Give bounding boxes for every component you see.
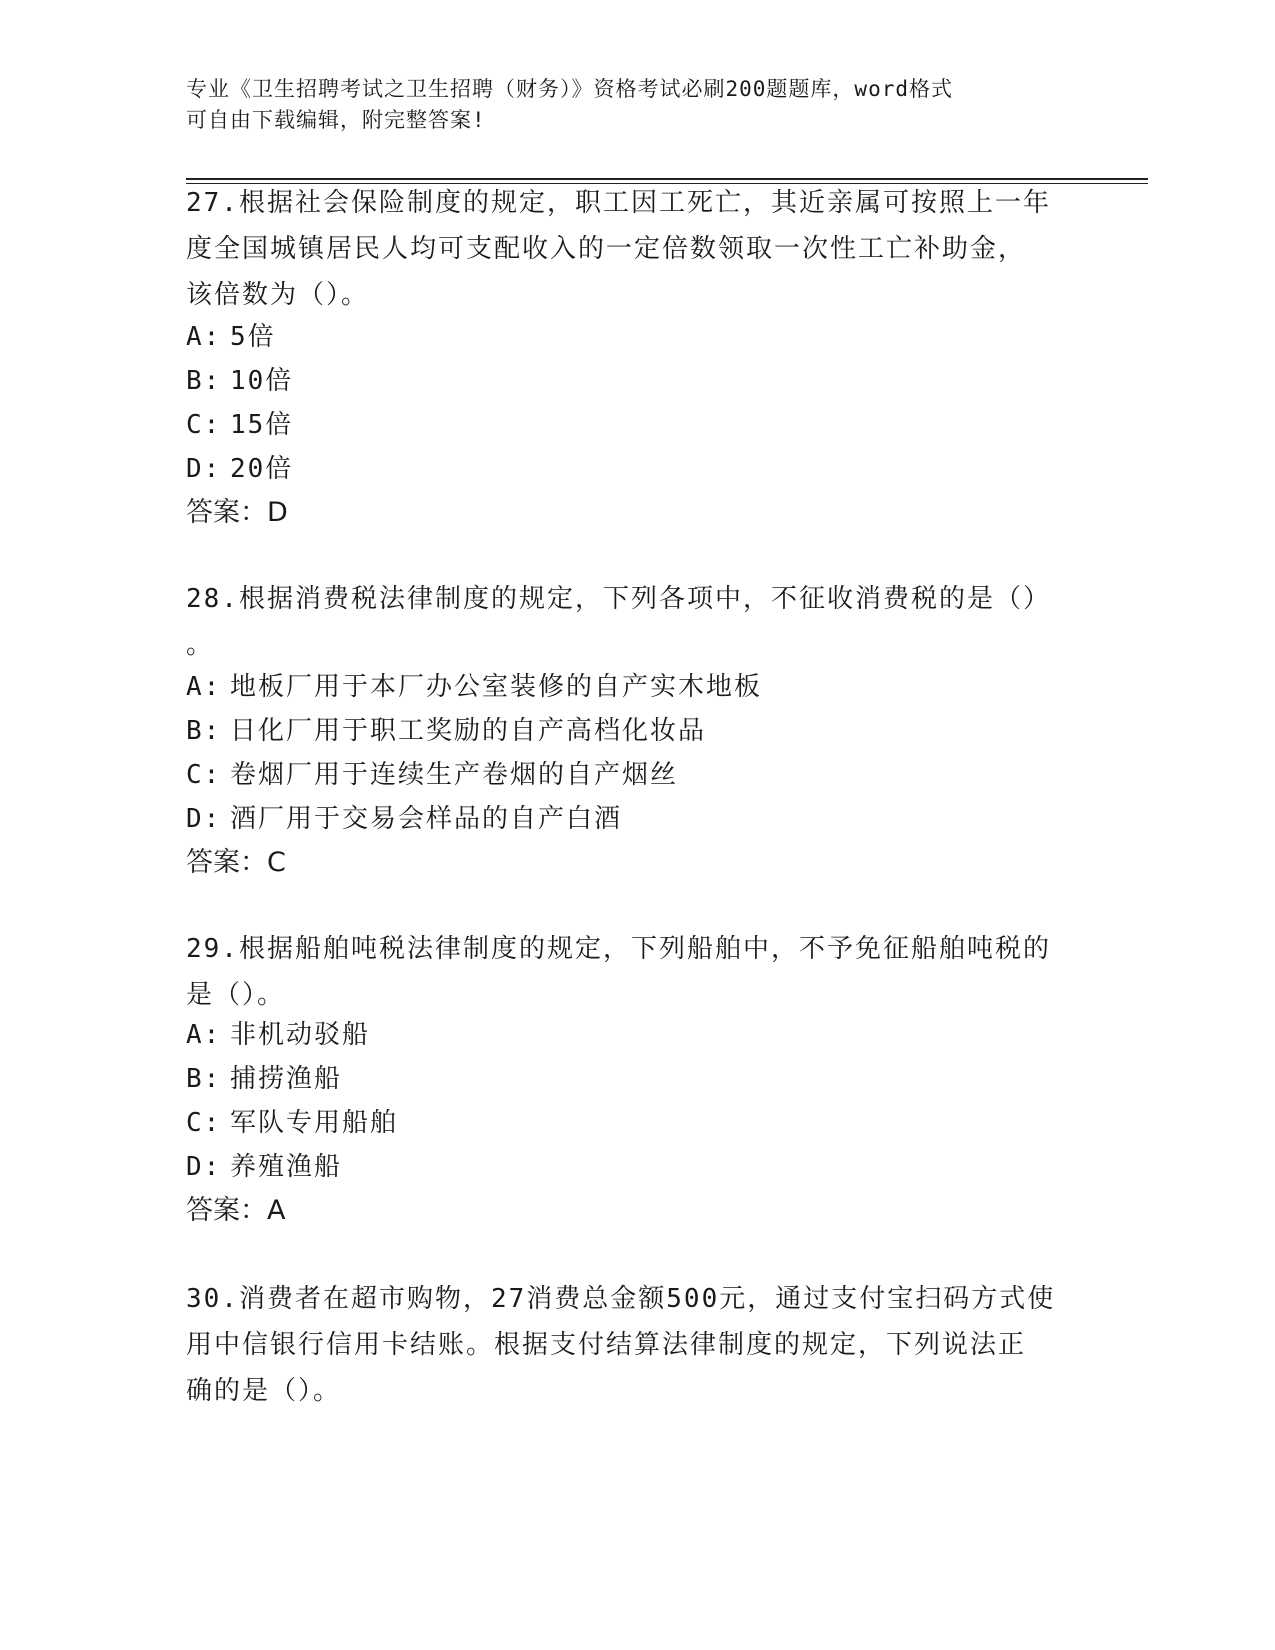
option-text: 非机动驳船: [230, 1020, 371, 1050]
option-text: 20倍: [230, 454, 294, 484]
option-text: 日化厂用于职工奖励的自产高档化妆品: [230, 716, 707, 746]
option-letter: A:: [186, 1020, 222, 1050]
question-line: 30.消费者在超市购物，27消费总金额500元，通过支付宝扫码方式使: [186, 1284, 1056, 1314]
question-line: 。: [186, 630, 215, 660]
option-text: 5倍: [230, 322, 276, 352]
option-text: 地板厂用于本厂办公室装修的自产实木地板: [230, 672, 763, 702]
option-text: 养殖渔船: [230, 1152, 343, 1182]
option-letter: D:: [186, 804, 222, 834]
option-letter: B:: [186, 366, 222, 396]
option-letter: A:: [186, 322, 222, 352]
option-text: 军队专用船舶: [230, 1108, 399, 1138]
option-letter: C:: [186, 760, 222, 790]
question-28-option-d: [186, 796, 622, 842]
question-29-text: [186, 926, 1086, 1018]
question-28-option-c: [186, 752, 678, 798]
question-line: 该倍数为（）。: [186, 280, 370, 310]
question-27-option-c: [186, 402, 293, 448]
question-29-answer: 答案：A: [186, 1195, 286, 1226]
option-letter: A:: [186, 672, 222, 702]
question-29-option-c: [186, 1100, 398, 1146]
option-letter: C:: [186, 1108, 222, 1138]
option-text: 酒厂用于交易会样品的自产白酒: [230, 804, 623, 834]
question-line: 度全国城镇居民人均可支配收入的一定倍数领取一次性工亡补助金，: [186, 234, 1027, 264]
option-text: 卷烟厂用于连续生产卷烟的自产烟丝: [230, 760, 679, 790]
option-letter: D:: [186, 1152, 222, 1182]
question-28-option-a: [186, 664, 762, 710]
option-text: 10倍: [230, 366, 294, 396]
document-header: [186, 74, 1066, 136]
option-letter: C:: [186, 410, 222, 440]
question-27-text: [186, 180, 1086, 318]
option-letter: D:: [186, 454, 222, 484]
question-29-option-b: [186, 1056, 342, 1102]
header-title-line-1: 专业《卫生招聘考试之卫生招聘（财务）》资格考试必刷200题题库，word格式: [186, 77, 953, 101]
question-line: 27.根据社会保险制度的规定，职工因工死亡，其近亲属可按照上一年: [186, 188, 1051, 218]
question-27-option-a: [186, 314, 276, 360]
question-29-option-a: [186, 1012, 370, 1058]
question-line: 确的是（）。: [186, 1376, 342, 1406]
question-30-text: [186, 1276, 1086, 1414]
question-27-option-b: [186, 358, 293, 404]
question-27-answer: 答案：D: [186, 497, 288, 528]
option-text: 捕捞渔船: [230, 1064, 343, 1094]
option-letter: B:: [186, 716, 222, 746]
question-line: 用中信银行信用卡结账。根据支付结算法律制度的规定，下列说法正: [186, 1330, 1027, 1360]
question-line: 28.根据消费税法律制度的规定，下列各项中，不征收消费税的是（）: [186, 584, 1051, 614]
question-line: 29.根据船舶吨税法律制度的规定，下列船舶中，不予免征船舶吨税的: [186, 934, 1051, 964]
question-line: 是（）。: [186, 980, 286, 1010]
question-29-option-d: [186, 1144, 342, 1190]
option-letter: B:: [186, 1064, 222, 1094]
header-title-line-2: 可自由下载编辑，附完整答案!: [186, 108, 486, 132]
question-28-answer: 答案：C: [186, 847, 286, 878]
question-28-text: [186, 576, 1086, 668]
question-27-option-d: [186, 446, 293, 492]
question-28-option-b: [186, 708, 706, 754]
option-text: 15倍: [230, 410, 294, 440]
